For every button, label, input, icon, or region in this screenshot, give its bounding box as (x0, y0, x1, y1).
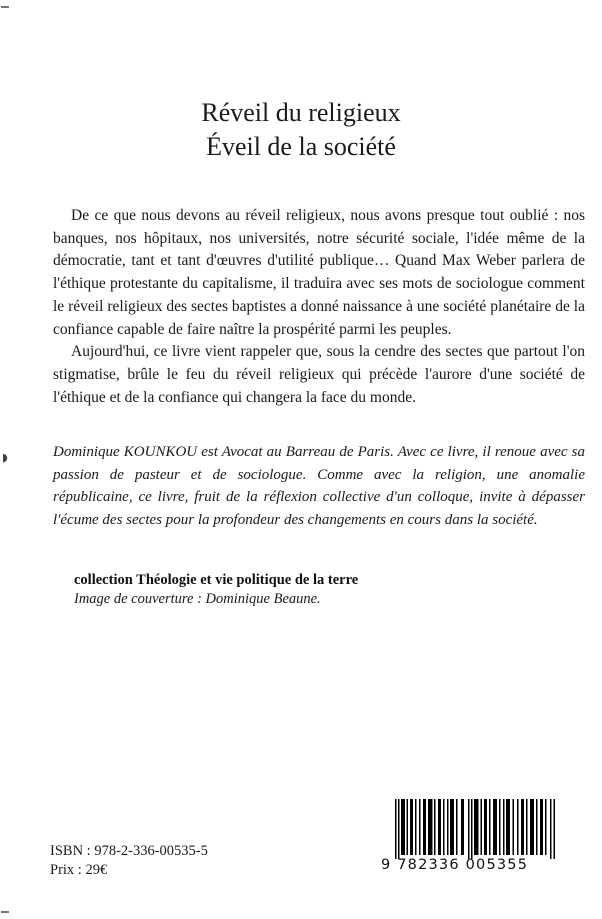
title-line-1: Réveil du religieux (201, 98, 401, 127)
barcode-digits: 9 782336 005355 (381, 857, 529, 873)
isbn-label: ISBN : 978-2-336-00535-5 (50, 843, 208, 859)
isbn-price-block (50, 842, 208, 880)
price-label: Prix : 29€ (50, 862, 108, 878)
back-cover-blurb (53, 205, 585, 409)
barcode-bars-icon (395, 799, 557, 859)
author-bio: Dominique KOUNKOU est Avocat au Barreau de Paris. Avec ce livre, il renoue avec sa passion de pasteur et de sociologue. Comme avec la religion, une anomalie républicaine, ce livre, fruit de la réflexion collective d'un colloque, invite à dépasser l'écume des sectes pour la profondeur des changements en cours dans la société. (53, 444, 585, 528)
blurb-paragraph-1: De ce que nous devons au réveil religieux, nous avons presque tout oublié : nos banques, nos hôpitaux, nos universités, notre sécurité sociale, l'idée même de la démocratie, tant et tant d'œuvres d'utilité publique… Quand Max Weber parlera de l'éthique protestante du capitalisme, il traduira avec ses mots de sociologue comment le réveil religieux des sectes baptistes a donné naissance à une société planétaire de la confiance capable de faire naître la prospérité parmi les peuples. (53, 207, 585, 338)
book-title (0, 96, 602, 164)
registration-mark-icon: ◗ (2, 451, 8, 464)
title-line-2: Éveil de la société (206, 132, 396, 161)
blurb-paragraph-2: Aujourd'hui, ce livre vient rappeler que, sous la cendre des sectes que partout l'on stigmatise, brûle le feu du réveil religieux qui précède l'aurore d'une société de l'éthique et de la confiance qui changera la face du monde. (53, 343, 585, 406)
crop-mark-bottom (1, 911, 9, 913)
collection-name: collection Théologie et vie politique de la terre (74, 572, 359, 588)
isbn-barcode (381, 799, 563, 873)
cover-image-credit: Image de couverture : Dominique Beaune. (74, 591, 321, 607)
crop-mark-top (1, 6, 9, 8)
